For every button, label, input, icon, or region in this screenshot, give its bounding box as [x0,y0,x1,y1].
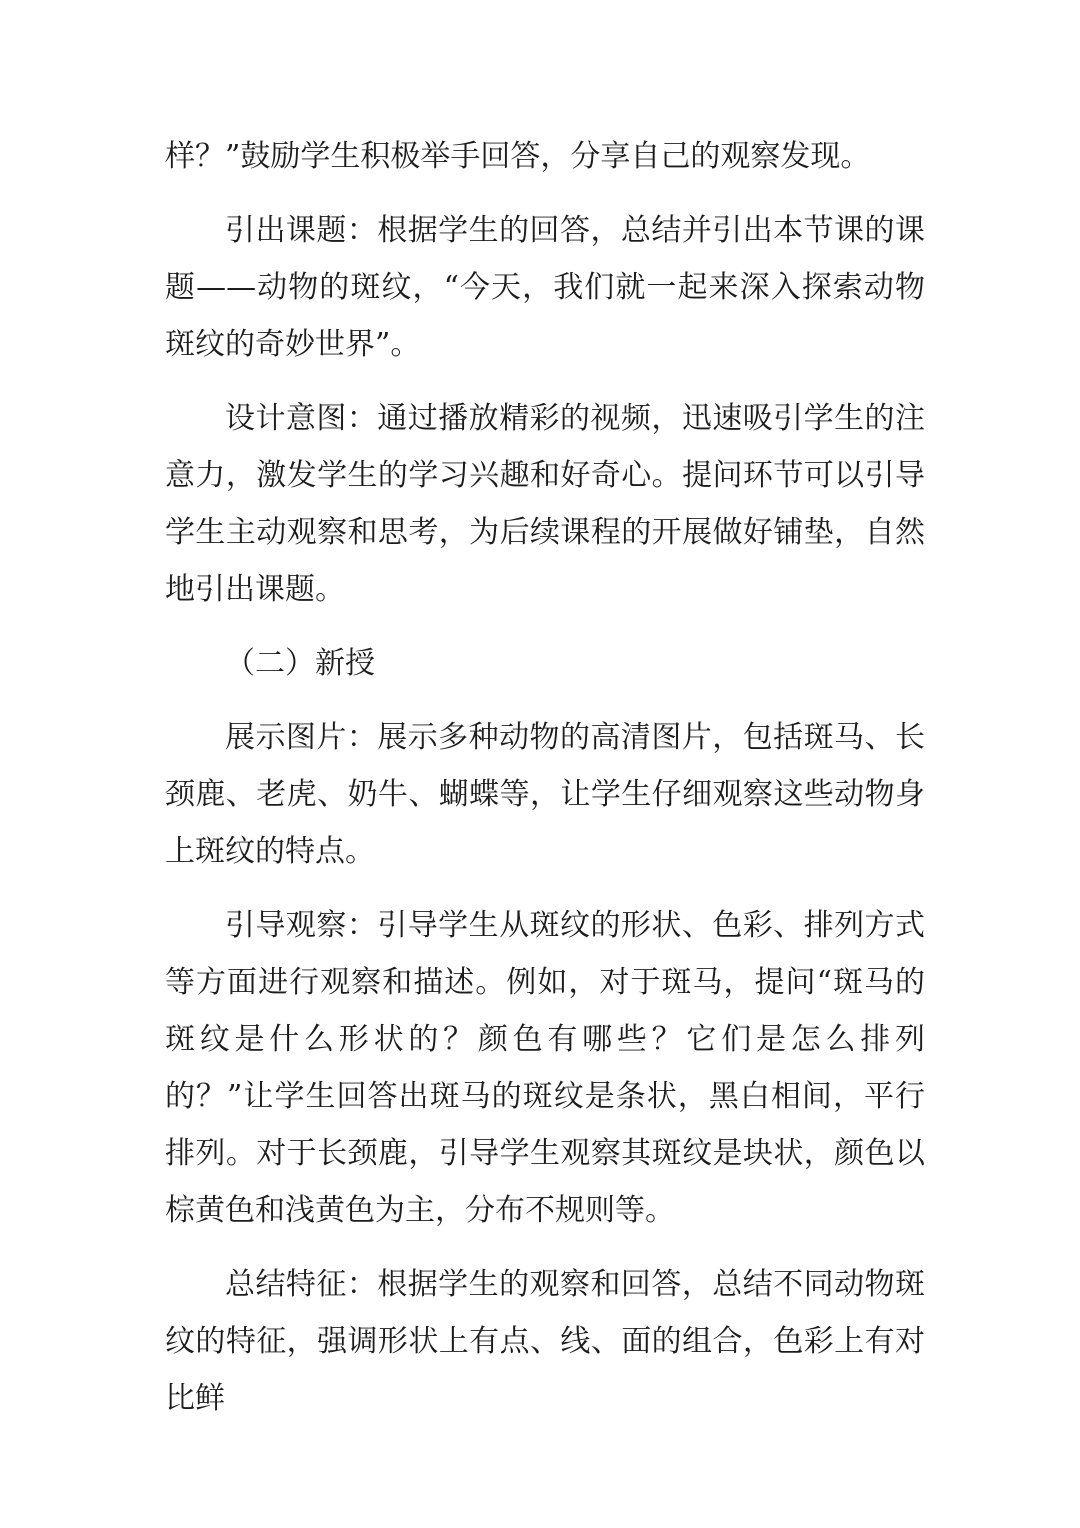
paragraph-introduce-topic: 引出课题：根据学生的回答，总结并引出本节课的课题——动物的斑纹，“今天，我们就一起来深入探索动物斑纹的奇妙世界”。 [165,213,925,362]
paragraph-guide-observation: 引导观察：引导学生从斑纹的形状、色彩、排列方式等方面进行观察和描述。例如，对于斑马，提问“斑马的斑纹是什么形状的？颜色有哪些？它们是怎么排列的？”让学生回答出斑马的斑纹是条状，黑白相间，平行排列。对于长颈鹿，引导学生观察其斑纹是块状，颜色以棕黄色和浅黄色为主，分布不规则等。 [165,908,925,1228]
document-body [165,128,925,1444]
paragraph-show-pictures: 展示图片：展示多种动物的高清图片，包括斑马、长颈鹿、老虎、奶牛、蝴蝶等，让学生仔细观察这些动物身上斑纹的特点。 [165,720,925,869]
paragraph-design-intent: 设计意图：通过播放精彩的视频，迅速吸引学生的注意力，激发学生的学习兴趣和好奇心。提问环节可以引导学生主动观察和思考，为后续课程的开展做好铺垫，自然地引出课题。 [165,401,925,607]
section-heading-new-lesson: （二）新授 [225,646,375,681]
paragraph-continuation: 样？”鼓励学生积极举手回答，分享自己的观察发现。 [165,139,871,174]
paragraph-summarize-features: 总结特征：根据学生的观察和回答，总结不同动物斑纹的特征，强调形状上有点、线、面的组合，色彩上有对比鲜 [165,1267,925,1416]
